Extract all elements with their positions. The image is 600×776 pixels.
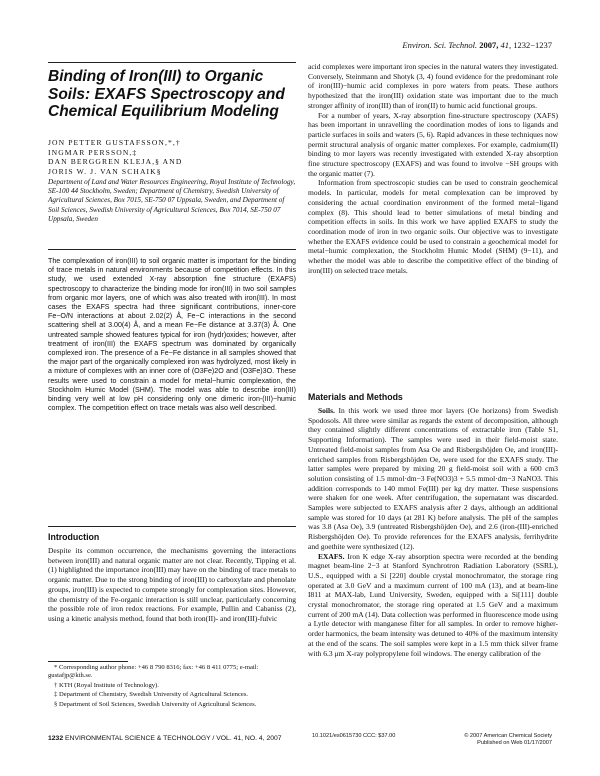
affiliations: Department of Land and Water Resources Engineering, Royal Institute of Technology, SE-100 44 Stockholm, Sweden; Department of Chemistry, Swedish University of Agricultural Sciences, Box 7015, SE-750 07 Uppsala, Sweden, and Department of Soil Sciences, Swedish University of Agricultural Sciences, Box 7014, SE-750 07 Uppsala, Sweden xyxy=(48,178,296,223)
abstract: The complexation of iron(III) to soil organic matter is important for the binding of trace metals in natural environments because of competition effects. In this study, we used extended X-ray absorption fine structure (EXAFS) spectroscopy to characterize the binding mode for iron(III) in two soil samples from organic mor layers, one of which was also treated with iron(III). In most cases the EXAFS spectra had three significant contributions, inner-core Fe−O/N interactions at about 2.02(2) Å, Fe−C interactions in the second scattering shell at 3.00(4) Å, and a mean Fe−Fe distance at 3.37(3) Å. One untreated sample showed features typical for iron (hydr)oxides; however, after treatment of iron(III) the EXAFS spectrum was dominated by organically complexed iron. The presence of a Fe−Fe distance in all samples showed that the major part of the organically complexed iron was hydrolyzed, most likely in a mixture of complexes with an inner core of (O3Fe)2O and (O3Fe)3O. These results were used to constrain a model for metal−humic complexation, the Stockholm Humic Model (SHM). The model was able to describe iron(III) binding very well at low pH considering only one dimeric iron-(III)−humic complex. The competition effect on trace metals was also well described. xyxy=(48,257,296,413)
journal-header xyxy=(402,40,552,50)
page-footer-left xyxy=(48,735,282,742)
methods-body xyxy=(308,406,558,658)
title-top-rule xyxy=(48,62,296,63)
paragraph-xafs: For a number of years, X-ray absorption fine-structure spectroscopy (XAFS) has been important in unravelling the coordination modes of ions to ligands and particle surfaces in soils and waters (5, 6). Rapid advances in these techniques now permit structural analysis of organic matter complexes. For example, cadmium(II) binding to mor layers was recently investigated with extended X-ray absorption fine structure spectroscopy (EXAFS) and was found to involve −SH groups with the organic matter (7). xyxy=(308,110,558,178)
abstract-top-rule xyxy=(48,249,296,250)
footnote-kth: † KTH (Royal Institute of Technology). xyxy=(54,681,159,689)
footnote-chemistry: ‡ Department of Chemistry, Swedish University of Agricultural Sciences. xyxy=(54,691,249,699)
intro-heading: Introduction xyxy=(48,532,100,542)
exafs-text: Iron K edge X-ray absorption spectra were recorded at the bending magnet beam-line 2−3 at Stanford Synchrotron Radiation Laboratory (SSRL), U.S., equipped with a Si [220] double crystal monochromator, the storage ring operated at 3.0 GeV and a maximum current of 100 mA (13), and at beam-line I811 at MAX-lab, Lund University, Sweden, equipped with a Si[111] double crystal monochromator, the storage ring operated at 1.5 GeV and a maximum current of 200 mA (14). Data collection was performed in fluorescence mode using a Lytle detector with manganese filter for all samples. In order to remove higher-order harmonics, the beam intensity was detuned to 40% of the maximum intensity at the end of the scans. The soil samples were kept in a 1.5 mm thick silver frame with 6.3 μm X-ray polypropylene foil windows. The energy calibration of the xyxy=(308,551,559,658)
journal-volume: 41, xyxy=(500,40,512,50)
soils-text: In this work we used three mor layers (Oe horizons) from Swedish Spodosols. All three were similar as regards the extent of decomposition, although they contained slightly different concentrations of extractable iron (Table S1, Supporting Information). The samples were used in their field-moist state. Untreated field-moist samples from Asa Oe and Risbergshöjden Oe, and iron(III)-enriched samples from Risbergshöjden Oe, were used for the EXAFS study. The latter samples were prepared by mixing 20 g field-moist soil with a 600 cm3 solution consisting of 1.5 mmol·dm−3 Fe(NO3)3 + 5.5 mmol·dm−3 NaNO3. This addition corresponds to 140 mmol Fe(III) per kg dry matter. These suspensions were shaken for one week. After centrifugation, the supernatant was discarded. Samples were subjected to EXAFS analysis after 2 days, although an additional sample was stored for 10 days (at 281 K) before analysis. The pH of the samples was 3.8 (Asa Oe), 3.9 (untreated Risbergshöjden Oe), and 2.6 (iron-(III)-enriched Risbergshöjden Oe). To provide references for the EXAFS analysis, ferrihydrite and goethite were synthesized (12). xyxy=(308,406,558,551)
footer-right xyxy=(464,733,552,747)
journal-year: 2007, xyxy=(479,40,499,50)
author-3: DAN BERGGREN KLEJA,§ AND xyxy=(48,157,183,167)
footnote-rule xyxy=(48,661,128,662)
exafs-label: EXAFS. xyxy=(318,551,345,561)
author-list xyxy=(48,138,296,176)
footer-journal-line: ENVIRONMENTAL SCIENCE & TECHNOLOGY / VOL. 41, NO. 4, 2007 xyxy=(65,735,282,742)
page-number: 1232 xyxy=(48,735,64,742)
exafs-paragraph xyxy=(308,552,558,659)
article-title: Binding of Iron(III) to Organic Soils: EXAFS Spectroscopy and Chemical Equilibrium Modeling xyxy=(48,68,285,120)
footnote-soil: § Department of Soil Sciences, Swedish University of Agricultural Sciences. xyxy=(54,700,257,708)
intro-body xyxy=(48,546,296,624)
published-date: Published on Web 01/17/2007 xyxy=(477,740,552,746)
intro-paragraph: Despite its common occurrence, the mechanisms governing the interactions between iron(III) and natural organic matter are not clear. Recently, Tipping et al. (1) highlighted the importance iron(III) may have on the binding of trace metals to organic matter. Due to the strong binding of iron(III) to carboxylate and phenolate groups, iron(III) is expected to compete strongly for complexation sites. However, the chemistry of the Fe-organic interaction is still unclear, particularly concerning the possible role of iron redox reactions. For example, Pullin and Cabaniss (2), using a kinetic analysis method, found that both iron(II)- and iron(III)-fulvic xyxy=(48,546,296,623)
journal-pages: 1232−1237 xyxy=(513,40,552,50)
author-2: INGMAR PERSSON,‡ xyxy=(48,147,138,157)
footnotes xyxy=(48,664,296,710)
methods-heading: Materials and Methods xyxy=(308,392,403,402)
soils-label: Soils. xyxy=(318,406,335,415)
right-column-body xyxy=(308,62,558,275)
paragraph-models: Information from spectroscopic studies can be used to constrain geochemical models. In particular, models for metal complexation can be improved by considering the actual coordination environment of the formed metal−ligand complex (8). This should lead to better simulations of metal binding and competition effects in soils. In this work we have applied EXAFS to study the coordination mode of iron in two organic soils. Our objective was to investigate whether the EXAFS evidence could be used to constrain a geochemical model for metal−humic complexation, the Stockholm Humic Model (SHM) (9−11), and whether the model was able to describe the competitive effect of the binding of iron(III) on selected trace metals. xyxy=(308,178,558,275)
abstract-bottom-rule xyxy=(48,526,296,527)
footer-doi: 10.1021/es0615730 CCC: $37.00 xyxy=(312,733,396,739)
author-1: JON PETTER GUSTAFSSON,*,† xyxy=(48,138,181,147)
author-4: JORIS W. J. VAN SCHAIK§ xyxy=(48,166,162,176)
paragraph-continued: acid complexes were important iron species in the natural waters they investigated. Conversely, Steinmann and Shotyk (3, 4) found evidence for the predominant role of iron(III)−humic acid complexes in pore waters from peats. These authors hypothesized that the iron(III) oxidation state was important due to the much stronger affinity of iron(III) than of iron(II) to humic acid functional groups. xyxy=(308,62,558,110)
journal-name: Environ. Sci. Technol. xyxy=(402,40,478,50)
soils-paragraph xyxy=(308,406,558,552)
footnote-corresponding: * Corresponding author phone: +46 8 790 8316; fax: +46 8 411 0775; e-mail: gustafjp@kth.se. xyxy=(48,664,259,680)
copyright: © 2007 American Chemical Society xyxy=(464,733,552,739)
